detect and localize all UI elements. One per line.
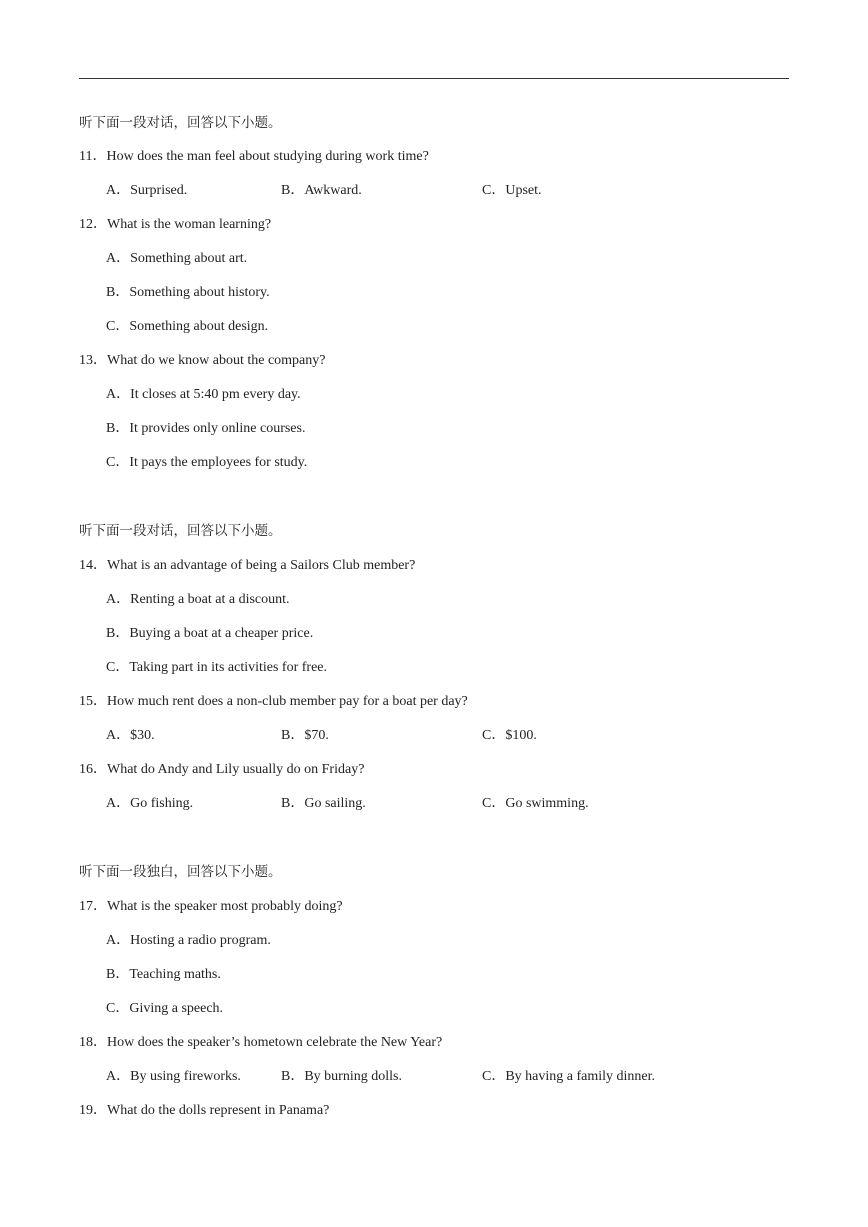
option-13-c: C．It pays the employees for study.: [106, 455, 308, 470]
option-16-b: B．Go sailing.: [281, 796, 366, 811]
option-12-c: C．Something about design.: [106, 319, 269, 334]
header-rule: [79, 78, 789, 79]
options-11: [106, 182, 806, 200]
option-15-b: B．$70.: [281, 728, 329, 743]
options-16: [106, 795, 806, 813]
question-17: 17．What is the speaker most probably doing?: [79, 899, 343, 914]
option-14-b: B．Buying a boat at a cheaper price.: [106, 626, 314, 641]
option-15-c: C．$100.: [482, 728, 537, 743]
option-18-a: A．By using fireworks.: [106, 1069, 241, 1084]
option-18-b: B．By burning dolls.: [281, 1069, 402, 1084]
option-11-a: A．Surprised.: [106, 183, 188, 198]
section-instruction: 听下面一段独白，回答以下小题。: [79, 864, 282, 880]
option-17-c: C．Giving a speech.: [106, 1001, 224, 1016]
option-11-c: C．Upset.: [482, 183, 542, 198]
option-17-b: B．Teaching maths.: [106, 967, 221, 982]
question-13: 13．What do we know about the company?: [79, 353, 326, 368]
question-14: 14．What is an advantage of being a Sailors Club member?: [79, 558, 416, 573]
option-11-b: B．Awkward.: [281, 183, 362, 198]
question-11: 11．How does the man feel about studying during work time?: [79, 149, 429, 164]
option-14-c: C．Taking part in its activities for free.: [106, 660, 328, 675]
options-18: [106, 1068, 806, 1086]
option-13-b: B．It provides only online courses.: [106, 421, 306, 436]
option-13-a: A．It closes at 5:40 pm every day.: [106, 387, 301, 402]
question-19: 19．What do the dolls represent in Panama?: [79, 1103, 330, 1118]
question-18: 18．How does the speaker’s hometown celebrate the New Year?: [79, 1035, 443, 1050]
option-16-a: A．Go fishing.: [106, 796, 194, 811]
section-instruction: 听下面一段对话，回答以下小题。: [79, 523, 282, 539]
option-18-c: C．By having a family dinner.: [482, 1069, 656, 1084]
option-14-a: A．Renting a boat at a discount.: [106, 592, 290, 607]
option-12-a: A．Something about art.: [106, 251, 248, 266]
option-16-c: C．Go swimming.: [482, 796, 589, 811]
option-12-b: B．Something about history.: [106, 285, 270, 300]
option-17-a: A．Hosting a radio program.: [106, 933, 271, 948]
option-15-a: A．$30.: [106, 728, 155, 743]
options-15: [106, 727, 806, 745]
question-16: 16．What do Andy and Lily usually do on Friday?: [79, 762, 365, 777]
question-12: 12．What is the woman learning?: [79, 217, 272, 232]
question-15: 15．How much rent does a non-club member pay for a boat per day?: [79, 694, 468, 709]
section-instruction: 听下面一段对话，回答以下小题。: [79, 115, 282, 131]
